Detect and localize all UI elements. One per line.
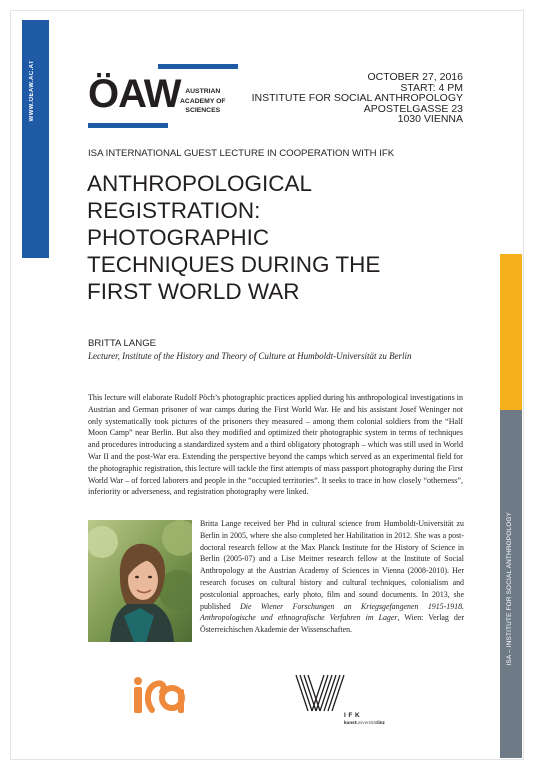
event-start: START: 4 PM [400, 81, 463, 94]
bio-publisher: , Wien: Verlag der Österreichischen Akademie der Wissenschaften. [200, 613, 464, 635]
logo-name-line: ACADEMY OF [180, 97, 226, 105]
ifk-sub-light: universität [356, 720, 378, 725]
speaker-name: BRITTA LANGE [88, 338, 157, 349]
right-grey-band [500, 410, 522, 758]
bio-book-title: Die Wiener Forschungen an Kriegsgefangenen 1915-1918. Anthropologische und ethnografische Verfahren im Lager [200, 601, 464, 623]
title-line: ANTHROPOLOGICAL [87, 171, 313, 196]
logo-rule-bottom [88, 123, 168, 128]
isa-side-label: ISA – INSTITUTE FOR SOCIAL ANTHROPOLOGY [506, 512, 513, 666]
event-city: 1030 VIENNA [397, 113, 463, 126]
oeaw-logo-name [180, 87, 226, 116]
event-venue: INSTITUTE FOR SOCIAL ANTHROPOLOGY [251, 92, 463, 105]
right-yellow-band [500, 254, 522, 410]
isa-logo [132, 672, 186, 718]
logo-name-line: AUSTRIAN [185, 88, 221, 95]
bio-text: Britta Lange received her Phd in cultural science from Humboldt-Universität zu Berlin in 2005, where she also completed her Habilitation in 2012. She was a post-doctoral research fellow at the Max Planck Institute for the History of Science in Berlin (2005-07) and a Lise Meitner research fellow at the Institute of Social Anthropology at the Austrian Academy of Sciences in Vienna (2008-2010). Her research focuses on cultural history and cultural techniques, colonialism and postcolonial approaches, early photo, film and sound documents. In 2013, she published [200, 519, 464, 611]
title-line: FIRST WORLD WAR [87, 279, 300, 304]
website-url[interactable]: WWW.OEAW.AC.AT [29, 60, 35, 122]
event-details [252, 72, 463, 125]
left-blue-band [22, 20, 49, 258]
ifk-name: IFK [344, 712, 363, 719]
title-line: REGISTRATION: [87, 198, 261, 223]
logo-name-line: SCIENCES [185, 107, 221, 114]
logo-rule-top [158, 64, 238, 69]
event-street: APOSTELGASSE 23 [363, 102, 463, 115]
ifk-sub-bold: kunst [344, 720, 357, 725]
ifk-sub-end: linz [377, 720, 385, 725]
lecture-title [87, 170, 427, 305]
speaker-bio [200, 518, 464, 636]
ifk-university [344, 720, 385, 725]
title-line: PHOTOGRAPHIC [87, 225, 270, 250]
oeaw-logo: ÖAW [88, 72, 181, 116]
title-line: TECHNIQUES DURING THE [87, 252, 381, 277]
lecture-series: ISA INTERNATIONAL GUEST LECTURE IN COOPERATION WITH IFK [88, 148, 395, 159]
ifk-logo-mark [294, 673, 346, 713]
speaker-affiliation: Lecturer, Institute of the History and Theory of Culture at Humboldt-Universität zu Berlin [88, 351, 412, 361]
event-date: OCTOBER 27, 2016 [367, 71, 463, 83]
lecture-abstract: This lecture will elaborate Rudolf Pöch’s photographic practices applied during his anthropological investigations in Austrian and German prisoner of war camps during the First World War. He and his assistant Josef Weninger not only systematically took pictures of the prisoners they measured – among them colonial soldiers from the “Half Moon Camp” near Berlin. But also they modified and optimized their photographic system in terms of techniques and procedures introducing a standardized system and a third obligatory photograph – which was still used in World War II and the post-War era. Extending the perspective beyond the camps which served as an experimental field for the photographic registration, this lecture will tackle the first attempts of mass passport photography during the First World War – of forced laborers and people in the “occupied territories”. It seeks to trace in how closely “otherness”, inferiority or adverseness, and registration photography were linked. [88, 393, 463, 497]
speaker-portrait [88, 520, 192, 642]
